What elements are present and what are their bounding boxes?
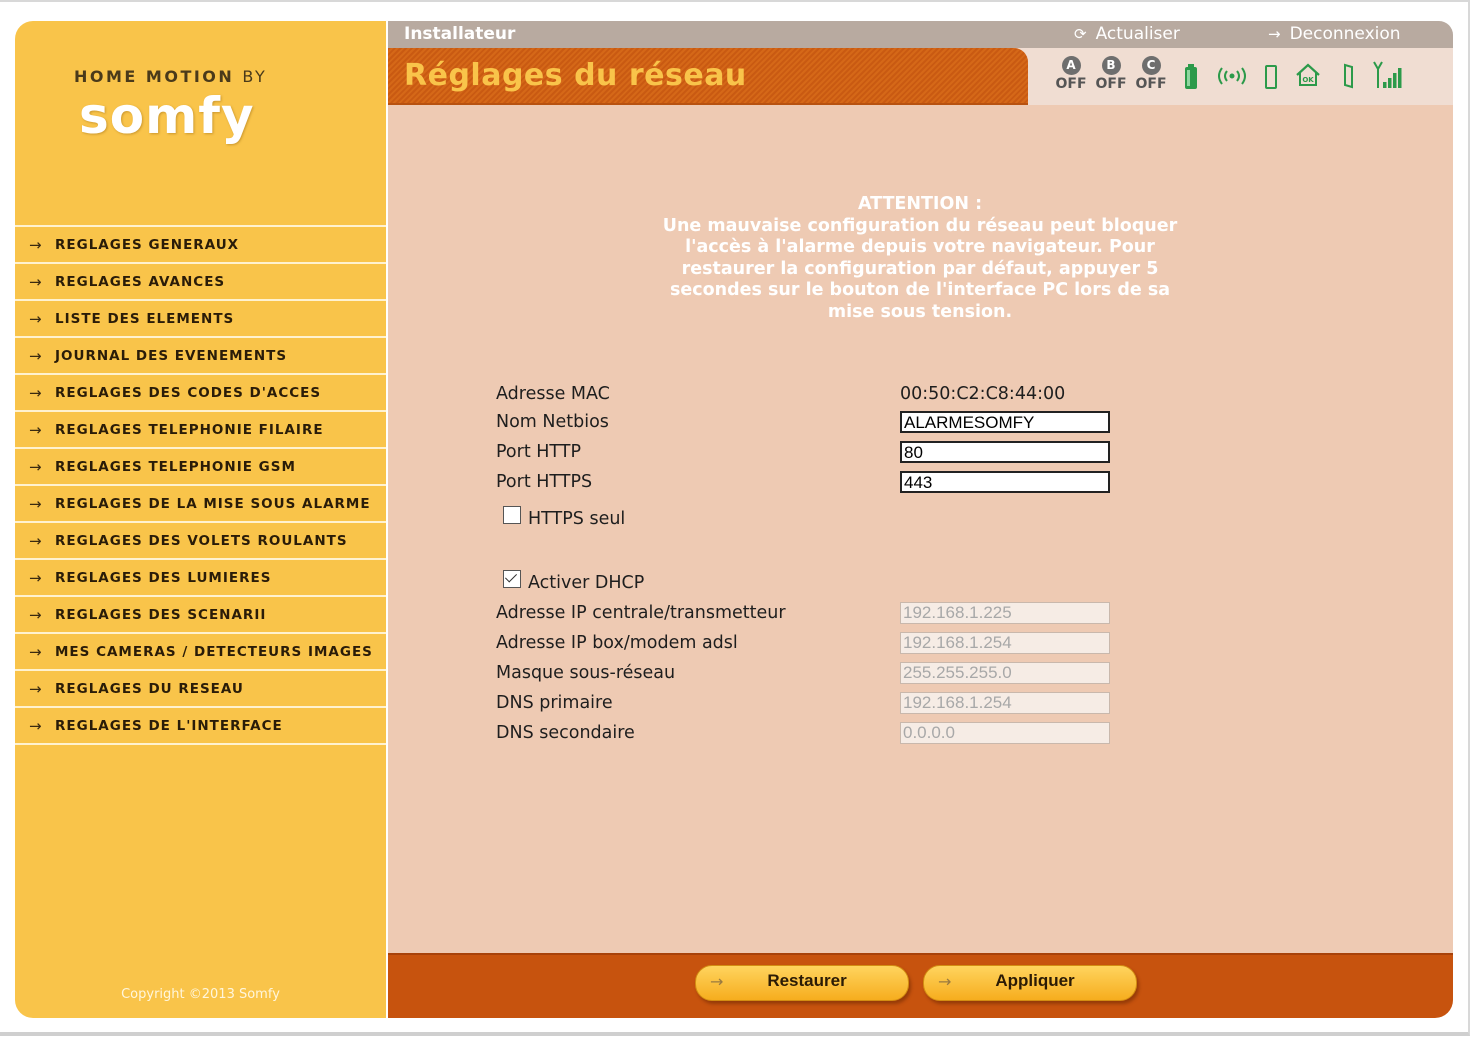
sidebar-item-label: REGLAGES AVANCES (55, 273, 226, 290)
footer-bar (388, 953, 1453, 1018)
dns-primary-input[interactable]: 192.168.1.254 (900, 692, 1110, 714)
sidebar-item-journal-evenements[interactable] (15, 336, 386, 373)
radio-signal-icon (1216, 66, 1248, 86)
restore-button-label: Restaurer (767, 971, 847, 990)
sidebar-item-mise-sous-alarme[interactable] (15, 484, 386, 521)
warning-block (646, 194, 1194, 323)
sidebar-item-scenarii[interactable] (15, 595, 386, 632)
title-band (388, 48, 1453, 105)
dns-secondary-input[interactable]: 0.0.0.0 (900, 722, 1110, 744)
sidebar-item-lumieres[interactable] (15, 558, 386, 595)
sidebar-item-label: REGLAGES GENERAUX (55, 236, 240, 253)
logo-by: BY (242, 67, 268, 86)
zone-b-state: OFF (1095, 76, 1127, 92)
sidebar-item-label: JOURNAL DES EVENEMENTS (55, 347, 288, 364)
dns-secondary-label: DNS secondaire (496, 723, 635, 743)
zone-a-state: OFF (1055, 76, 1087, 92)
arrow-right-icon: → (29, 383, 42, 402)
http-port-label: Port HTTP (496, 442, 582, 462)
arrow-right-icon: → (29, 568, 42, 587)
user-role: Installateur (404, 24, 516, 44)
arrow-right-icon: → (29, 420, 42, 439)
sidebar-item-cameras[interactable] (15, 632, 386, 669)
sidebar-item-label: REGLAGES DES SCENARII (55, 606, 267, 623)
refresh-link[interactable] (1074, 24, 1180, 44)
sidebar-item-label: MES CAMERAS / DETECTEURS IMAGES (55, 643, 373, 660)
http-port-input[interactable]: 80 (900, 441, 1110, 463)
sidebar-item-label: REGLAGES DE LA MISE SOUS ALARME (55, 495, 371, 512)
https-port-input[interactable]: 443 (900, 471, 1110, 493)
arrow-right-icon: → (29, 457, 42, 476)
somfy-logo (15, 21, 386, 225)
page-title: Réglages du réseau (404, 58, 747, 93)
sidebar-item-label: REGLAGES TELEPHONIE FILAIRE (55, 421, 324, 438)
arrow-right-icon: → (29, 531, 42, 550)
arrow-right-icon: → (29, 642, 42, 661)
arrow-right-icon: → (710, 972, 724, 991)
sidebar-item-codes-acces[interactable] (15, 373, 386, 410)
sidebar-item-telephonie-filaire[interactable] (15, 410, 386, 447)
svg-text:OK: OK (1302, 76, 1314, 84)
sidebar-item-label: REGLAGES DES VOLETS ROULANTS (55, 532, 348, 549)
apply-button[interactable] (923, 965, 1137, 1001)
arrow-right-icon: → (938, 972, 952, 991)
dhcp-label: Activer DHCP (528, 573, 645, 593)
ip-box-input[interactable]: 192.168.1.254 (900, 632, 1110, 654)
https-only-checkbox[interactable] (503, 506, 521, 524)
title-tab (388, 48, 1028, 105)
door-open-icon (1342, 62, 1356, 90)
sidebar-item-volets-roulants[interactable] (15, 521, 386, 558)
arrow-right-icon: → (29, 494, 42, 513)
refresh-icon: ⟳ (1074, 25, 1087, 43)
main-content (388, 105, 1453, 953)
sidebar-item-label: REGLAGES DU RESEAU (55, 680, 244, 697)
warning-text: Une mauvaise configuration du réseau peut bloquer l'accès à l'alarme depuis votre navigateur. Pour restaurer la configuration par défaut, appuyer 5 secondes sur le bouton de l'interface PC lors de sa mise sous tension. (662, 215, 1178, 322)
door-sensor-icon (1264, 64, 1278, 90)
netbios-input[interactable]: ALARMESOMFY (900, 411, 1110, 433)
sidebar-menu (15, 225, 386, 745)
ip-central-label: Adresse IP centrale/transmetteur (496, 603, 786, 623)
https-only-label: HTTPS seul (528, 509, 626, 529)
restore-button[interactable] (695, 965, 909, 1001)
zone-b-status (1094, 56, 1128, 92)
arrow-right-icon: → (29, 679, 42, 698)
arrow-right-icon: → (29, 272, 42, 291)
dns-primary-label: DNS primaire (496, 693, 613, 713)
sidebar-item-telephonie-gsm[interactable] (15, 447, 386, 484)
https-port-label: Port HTTPS (496, 472, 593, 492)
subnet-mask-input[interactable]: 255.255.255.0 (900, 662, 1110, 684)
home-ok-icon (1294, 62, 1322, 88)
zone-c-status (1134, 56, 1168, 92)
zone-b-icon: B (1102, 56, 1121, 75)
battery-icon (1184, 64, 1198, 90)
sidebar-item-reglages-avances[interactable] (15, 262, 386, 299)
mac-value: 00:50:C2:C8:44:00 (900, 384, 1066, 404)
zone-c-state: OFF (1135, 76, 1167, 92)
mac-label: Adresse MAC (496, 384, 610, 404)
zone-a-icon: A (1062, 56, 1081, 75)
zone-c-icon: C (1142, 56, 1161, 75)
sidebar-item-label: LISTE DES ELEMENTS (55, 310, 235, 327)
logo-wordmark: somfy (79, 87, 255, 145)
subnet-mask-label: Masque sous-réseau (496, 663, 676, 683)
top-bar (388, 21, 1453, 48)
arrow-right-icon: → (1268, 25, 1281, 43)
zone-a-status (1054, 56, 1088, 92)
sidebar-item-label: REGLAGES DE L'INTERFACE (55, 717, 283, 734)
ip-central-input[interactable]: 192.168.1.225 (900, 602, 1110, 624)
sidebar-item-reglages-generaux[interactable] (15, 225, 386, 262)
sidebar-item-label: REGLAGES DES LUMIERES (55, 569, 272, 586)
dhcp-checkbox[interactable] (503, 570, 521, 588)
arrow-right-icon: → (29, 235, 42, 254)
copyright: Copyright ©2013 Somfy (121, 987, 280, 1002)
arrow-right-icon: → (29, 346, 42, 365)
arrow-right-icon: → (29, 716, 42, 735)
sidebar-item-label: REGLAGES TELEPHONIE GSM (55, 458, 296, 475)
sidebar-item-label: REGLAGES DES CODES D'ACCES (55, 384, 322, 401)
arrow-right-icon: → (29, 605, 42, 624)
gsm-signal-icon (1372, 60, 1406, 90)
warning-title: ATTENTION : (857, 194, 983, 214)
sidebar-item-reseau[interactable] (15, 669, 386, 706)
logout-label: Deconnexion (1289, 24, 1401, 44)
arrow-right-icon: → (29, 309, 42, 328)
apply-button-label: Appliquer (995, 971, 1075, 990)
sidebar (15, 21, 386, 1018)
logout-link[interactable] (1268, 24, 1401, 44)
refresh-label: Actualiser (1095, 24, 1180, 44)
sidebar-item-interface[interactable] (15, 706, 386, 745)
logo-line1: HOME MOTION (74, 67, 235, 86)
netbios-label: Nom Netbios (496, 412, 609, 432)
sidebar-item-liste-elements[interactable] (15, 299, 386, 336)
ip-box-label: Adresse IP box/modem adsl (496, 633, 738, 653)
